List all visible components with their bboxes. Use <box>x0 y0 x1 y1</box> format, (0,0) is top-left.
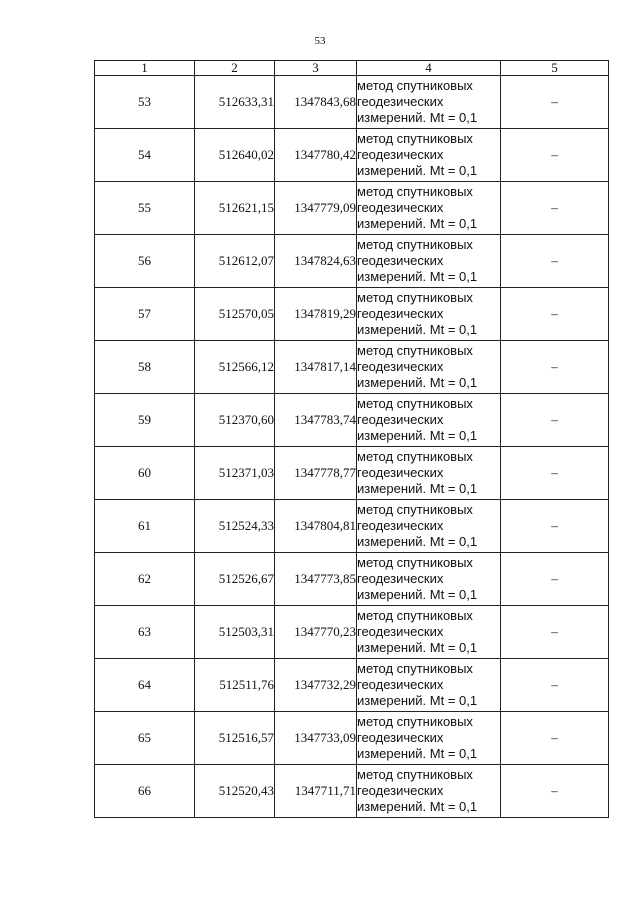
method-line: геодезических <box>357 518 444 533</box>
method-line: геодезических <box>357 677 444 692</box>
x-coordinate-cell: 512503,31 <box>195 606 275 659</box>
method-line: метод спутниковых <box>357 767 473 782</box>
method-cell <box>357 394 501 447</box>
note-cell: – <box>501 182 609 235</box>
table-row <box>95 341 609 394</box>
point-number-cell: 64 <box>95 659 195 712</box>
method-line: измерений. Mt = 0,1 <box>357 587 478 602</box>
method-cell <box>357 765 501 818</box>
x-coordinate-cell: 512526,67 <box>195 553 275 606</box>
method-line: геодезических <box>357 359 444 374</box>
method-cell <box>357 341 501 394</box>
method-line: измерений. Mt = 0,1 <box>357 375 478 390</box>
point-number-cell: 55 <box>95 182 195 235</box>
method-line: измерений. Mt = 0,1 <box>357 110 478 125</box>
method-line: метод спутниковых <box>357 661 473 676</box>
method-line: геодезических <box>357 94 444 109</box>
note-cell: – <box>501 659 609 712</box>
method-cell <box>357 712 501 765</box>
method-cell <box>357 288 501 341</box>
method-line: измерений. Mt = 0,1 <box>357 534 478 549</box>
table-body <box>95 76 609 818</box>
method-cell <box>357 553 501 606</box>
point-number-cell: 58 <box>95 341 195 394</box>
method-line: метод спутниковых <box>357 502 473 517</box>
note-cell: – <box>501 765 609 818</box>
method-cell <box>357 500 501 553</box>
table-row <box>95 182 609 235</box>
method-cell <box>357 76 501 129</box>
method-line: измерений. Mt = 0,1 <box>357 481 478 496</box>
method-line: измерений. Mt = 0,1 <box>357 640 478 655</box>
point-number-cell: 65 <box>95 712 195 765</box>
y-coordinate-cell: 1347843,68 <box>275 76 357 129</box>
note-cell: – <box>501 129 609 182</box>
point-number-cell: 59 <box>95 394 195 447</box>
method-line: геодезических <box>357 147 444 162</box>
method-line: метод спутниковых <box>357 555 473 570</box>
y-coordinate-cell: 1347733,09 <box>275 712 357 765</box>
x-coordinate-cell: 512633,31 <box>195 76 275 129</box>
table-row <box>95 288 609 341</box>
note-cell: – <box>501 394 609 447</box>
point-number-cell: 57 <box>95 288 195 341</box>
note-cell: – <box>501 447 609 500</box>
x-coordinate-cell: 512612,07 <box>195 235 275 288</box>
column-header: 1 <box>95 61 195 76</box>
note-cell: – <box>501 606 609 659</box>
coordinates-table <box>94 60 609 818</box>
x-coordinate-cell: 512516,57 <box>195 712 275 765</box>
table-row <box>95 235 609 288</box>
note-cell: – <box>501 500 609 553</box>
y-coordinate-cell: 1347711,71 <box>275 765 357 818</box>
method-line: геодезических <box>357 571 444 586</box>
column-header: 3 <box>275 61 357 76</box>
point-number-cell: 53 <box>95 76 195 129</box>
method-line: геодезических <box>357 412 444 427</box>
method-line: геодезических <box>357 306 444 321</box>
x-coordinate-cell: 512570,05 <box>195 288 275 341</box>
method-line: метод спутниковых <box>357 714 473 729</box>
method-line: метод спутниковых <box>357 131 473 146</box>
y-coordinate-cell: 1347817,14 <box>275 341 357 394</box>
method-line: геодезических <box>357 624 444 639</box>
method-line: геодезических <box>357 730 444 745</box>
y-coordinate-cell: 1347804,81 <box>275 500 357 553</box>
table-row <box>95 659 609 712</box>
y-coordinate-cell: 1347780,42 <box>275 129 357 182</box>
method-cell <box>357 606 501 659</box>
method-line: измерений. Mt = 0,1 <box>357 746 478 761</box>
header-row <box>95 61 609 76</box>
y-coordinate-cell: 1347778,77 <box>275 447 357 500</box>
point-number-cell: 56 <box>95 235 195 288</box>
method-cell <box>357 182 501 235</box>
x-coordinate-cell: 512640,02 <box>195 129 275 182</box>
table-row <box>95 712 609 765</box>
method-line: измерений. Mt = 0,1 <box>357 322 478 337</box>
x-coordinate-cell: 512566,12 <box>195 341 275 394</box>
table-row <box>95 500 609 553</box>
method-line: измерений. Mt = 0,1 <box>357 428 478 443</box>
y-coordinate-cell: 1347732,29 <box>275 659 357 712</box>
point-number-cell: 61 <box>95 500 195 553</box>
x-coordinate-cell: 512621,15 <box>195 182 275 235</box>
x-coordinate-cell: 512371,03 <box>195 447 275 500</box>
method-line: измерений. Mt = 0,1 <box>357 799 478 814</box>
y-coordinate-cell: 1347824,63 <box>275 235 357 288</box>
method-line: метод спутниковых <box>357 184 473 199</box>
method-line: метод спутниковых <box>357 449 473 464</box>
note-cell: – <box>501 712 609 765</box>
table-row <box>95 447 609 500</box>
method-line: метод спутниковых <box>357 78 473 93</box>
point-number-cell: 54 <box>95 129 195 182</box>
note-cell: – <box>501 76 609 129</box>
x-coordinate-cell: 512370,60 <box>195 394 275 447</box>
y-coordinate-cell: 1347773,85 <box>275 553 357 606</box>
method-line: метод спутниковых <box>357 290 473 305</box>
point-number-cell: 63 <box>95 606 195 659</box>
point-number-cell: 66 <box>95 765 195 818</box>
y-coordinate-cell: 1347770,23 <box>275 606 357 659</box>
method-line: метод спутниковых <box>357 608 473 623</box>
method-line: метод спутниковых <box>357 396 473 411</box>
method-line: измерений. Mt = 0,1 <box>357 163 478 178</box>
method-cell <box>357 129 501 182</box>
point-number-cell: 60 <box>95 447 195 500</box>
y-coordinate-cell: 1347819,29 <box>275 288 357 341</box>
note-cell: – <box>501 235 609 288</box>
method-line: метод спутниковых <box>357 237 473 252</box>
method-cell <box>357 659 501 712</box>
method-cell <box>357 447 501 500</box>
x-coordinate-cell: 512524,33 <box>195 500 275 553</box>
page-number: 53 <box>314 35 326 47</box>
note-cell: – <box>501 341 609 394</box>
column-header: 4 <box>357 61 501 76</box>
table-row <box>95 606 609 659</box>
table-row <box>95 76 609 129</box>
method-line: геодезических <box>357 253 444 268</box>
method-cell <box>357 235 501 288</box>
table-row <box>95 129 609 182</box>
table-row <box>95 394 609 447</box>
method-line: геодезических <box>357 465 444 480</box>
method-line: измерений. Mt = 0,1 <box>357 693 478 708</box>
table-row <box>95 765 609 818</box>
x-coordinate-cell: 512511,76 <box>195 659 275 712</box>
y-coordinate-cell: 1347783,74 <box>275 394 357 447</box>
y-coordinate-cell: 1347779,09 <box>275 182 357 235</box>
method-line: измерений. Mt = 0,1 <box>357 216 478 231</box>
method-line: измерений. Mt = 0,1 <box>357 269 478 284</box>
method-line: геодезических <box>357 783 444 798</box>
point-number-cell: 62 <box>95 553 195 606</box>
table-row <box>95 553 609 606</box>
note-cell: – <box>501 553 609 606</box>
method-line: геодезических <box>357 200 444 215</box>
method-line: метод спутниковых <box>357 343 473 358</box>
column-header: 5 <box>501 61 609 76</box>
note-cell: – <box>501 288 609 341</box>
column-header: 2 <box>195 61 275 76</box>
x-coordinate-cell: 512520,43 <box>195 765 275 818</box>
